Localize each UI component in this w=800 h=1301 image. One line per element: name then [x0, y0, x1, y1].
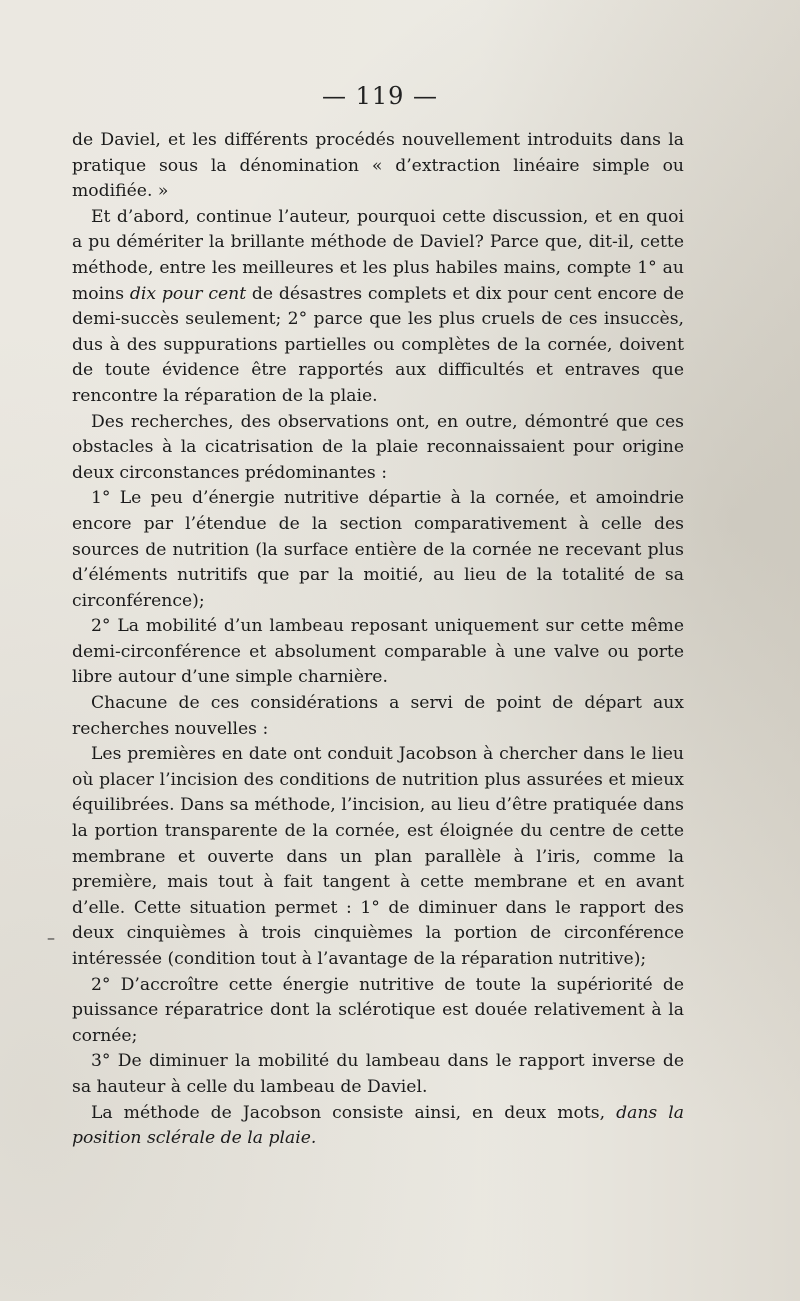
- paragraph-10: La méthode de Jacobson consiste ainsi, en deux mots, dans la position sclérale de la plaie.: [72, 1102, 684, 1149]
- margin-mark: –: [47, 928, 55, 947]
- italic-dix-pour-cent: dix pour cent: [129, 283, 247, 304]
- italic-conclusion: dans la position sclérale de la plaie.: [72, 1102, 684, 1149]
- paragraph-9: 3° De diminuer la mobilité du lambeau dans le rapport inverse de sa hauteur à celle du lambeau de Daviel.: [72, 1051, 684, 1097]
- paragraph-8: 2° D’accroître cette énergie nutritive de toute la supériorité de puissance réparatrice dont la sclérotique est douée relativement à la cornée;: [72, 974, 684, 1046]
- paragraph-5: 2° La mobilité d’un lambeau reposant uniquement sur cette même demi-circonférence et absolument comparable à une valve ou porte libre autour d’une simple charnière.: [72, 616, 684, 688]
- paragraph-3: Des recherches, des observations ont, en outre, démontré que ces obstacles à la cicatrisation de la plaie reconnaissaient pour origine deux circonstances prédominantes :: [72, 411, 684, 483]
- paragraph-4: 1° Le peu d’énergie nutritive départie à la cornée, et amoindrie encore par l’étendue de la section comparativement à celle des sources de nutrition (la surface entière de la cornée ne recevant plus d’éléments nutritifs que par la moitié, au lieu de la totalité de sa circonférence);: [72, 488, 684, 611]
- paragraph-2: Et d’abord, continue l’auteur, pourquoi cette discussion, et en quoi a pu démériter la brillante méthode de Daviel? Parce que, dit-il, cette méthode, entre les meilleures et les plus habiles mains, compte 1° au moins dix pour cent de désastres complets et dix pour cent encore de demi-succès seulement; 2° parce que les plus cruels de ces insuccès, dus à des suppurations partielles ou complètes de la cornée, doivent de toute évidence être rapportés aux difficultés et entraves que rencontre la réparation de la plaie.: [72, 206, 684, 406]
- paragraph-7: Les premières en date ont conduit Jacobson à chercher dans le lieu où placer l’incision des conditions de nutrition plus assurées et mieux équilibrées. Dans sa méthode, l’incision, au lieu d’être pratiquée dans la portion transparente de la cornée, est éloignée du centre de cette membrane et ouverte dans un plan parallèle à l’iris, comme la première, mais tout à fait tangent à cette membrane et en avant d’elle. Cette situation permet : 1° de diminuer dans le rapport des deux cinquièmes à trois cinquièmes la portion de circonférence intéressée (condition tout à l’avantage de la réparation nutritive);: [72, 744, 684, 969]
- paragraph-6: Chacune de ces considérations a servi de point de départ aux recherches nouvelles :: [72, 693, 684, 739]
- paragraph-1: de Daviel, et les différents procédés nouvellement introduits dans la pratique sous la dénomination « d’extraction linéaire simple ou modifiée. »: [72, 130, 684, 202]
- page-number: — 119 —: [321, 82, 439, 110]
- body-text: [72, 128, 684, 1152]
